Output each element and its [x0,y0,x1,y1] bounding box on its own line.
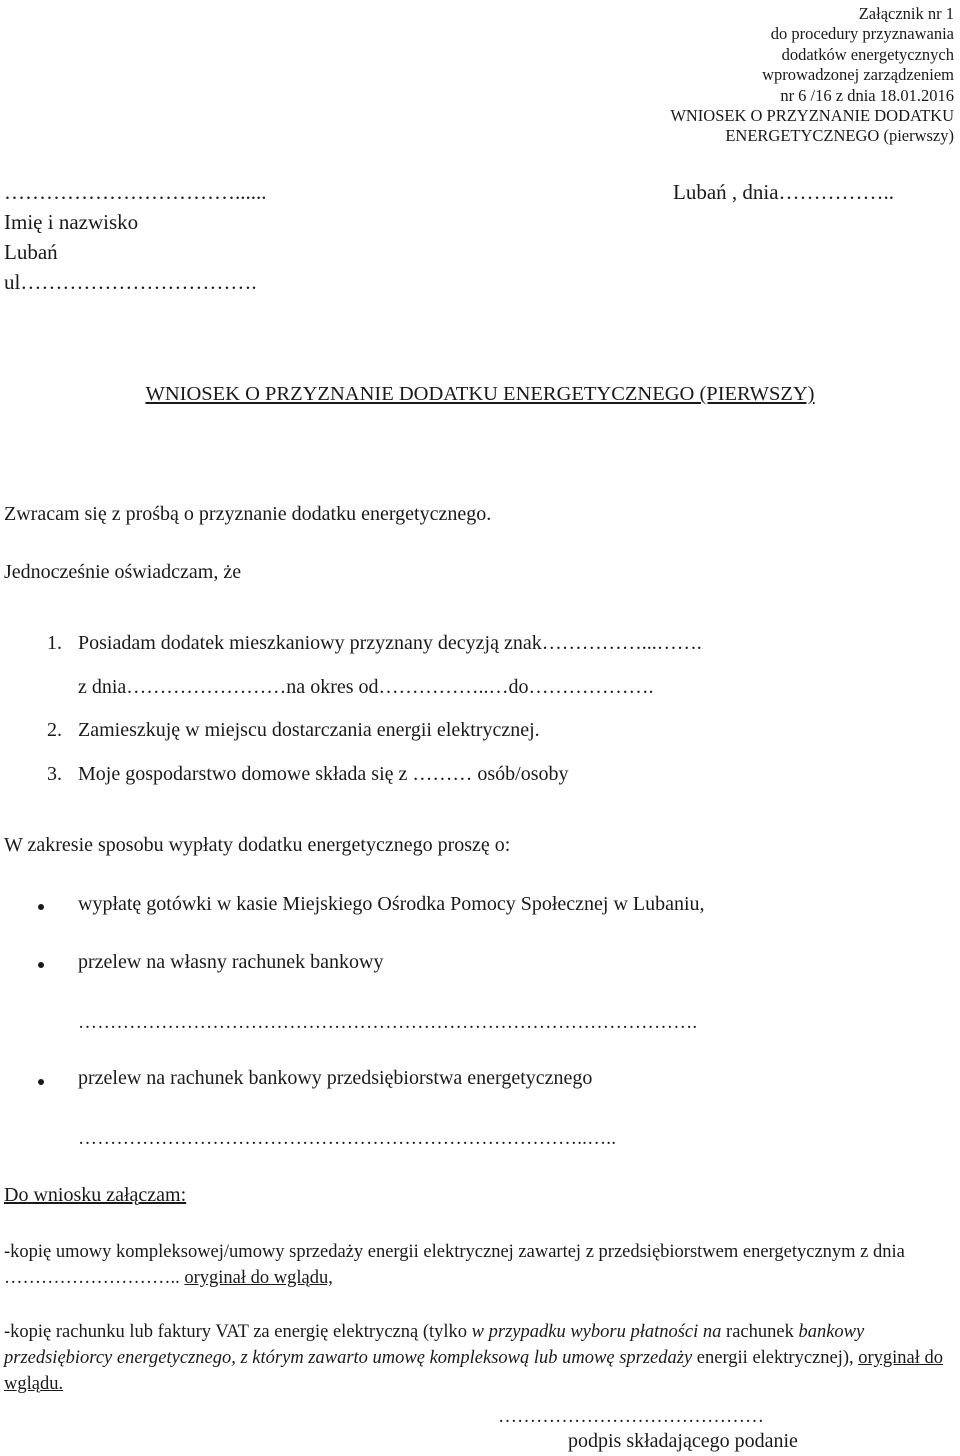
item-number: 2. [47,719,62,741]
annex-line: Załącznik nr 1 [858,4,954,23]
payment-heading: W zakresie sposobu wypłaty dodatku energetycznego proszę o: [4,834,511,856]
payment-option-energy-company: przelew na rachunek bankowy przedsiębiorstwa energetycznego [78,1067,593,1089]
attachment-invoice-italic: w przypadku wyboru płatności na [471,1322,722,1342]
own-account-dots: ……………………………………………………………………………………. [78,1012,698,1033]
original-note: oryginał do wglądu, [184,1268,333,1288]
annex-line: ENERGETYCZNEGO (pierwszy) [725,126,954,146]
attachments-heading: Do wniosku załączam: [4,1184,187,1206]
household-statement: Moje gospodarstwo domowe składa się z ……… osób/osoby [78,763,569,785]
residence-statement: Zamieszkuję w miejscu dostarczania energii elektrycznej. [78,719,540,741]
bullet-icon [38,962,44,968]
annex-line: wprowadzonej zarządzeniem [762,65,954,85]
signature-label: podpis składającego podanie [568,1430,798,1452]
annex-line: dodatków energetycznych [781,44,954,64]
applicant-street: ul……………………………. [4,270,257,294]
payment-option-cash: wypłatę gotówki w kasie Miejskiego Ośrodka Pomocy Społecznej w Lubaniu, [78,893,705,915]
attachment-invoice [4,1319,954,1397]
attachment-invoice-text: -kopię rachunku lub faktury VAT za energię elektryczną (tylko [4,1322,472,1342]
declaration-intro: Jednocześnie oświadczam, że [4,561,242,583]
housing-allowance-dates: z dnia……………………na okres od……………..…do………………. [78,676,654,698]
bullet-icon [38,1079,44,1085]
signature-dots: …………………………………… [498,1406,764,1427]
applicant-name-dots: ……………………………...... [4,180,267,204]
housing-allowance-statement: Posiadam dodatek mieszkaniowy przyznany decyzją znak……………...……. [78,632,702,654]
original-note: oryginał do wglądu. [4,1348,944,1394]
attachment-contract-text: -kopię umowy kompleksowej/umowy sprzedaży energii elektrycznej zawartej z przedsiębiorstwem energetycznym z dnia ……………………….. [4,1242,905,1288]
energy-company-dots: ……………………………………………………………………..….. [78,1128,617,1149]
request-sentence: Zwracam się z prośbą o przyznanie dodatku energetycznego. [4,503,492,525]
attachment-invoice-text: rachunek [721,1322,799,1342]
attachment-contract [4,1239,954,1291]
applicant-name-label: Imię i nazwisko [4,210,139,234]
annex-line: nr 6 /16 z dnia 18.01.2016 [780,85,954,105]
place-date: Lubań , dnia…………….. [673,180,895,204]
annex-line: WNIOSEK O PRZYZNANIE DODATKU [670,106,954,126]
annex-header [670,4,954,147]
attachment-invoice-text: energii elektrycznej), [692,1348,859,1368]
item-number: 3. [47,763,62,785]
item-number: 1. [47,632,62,654]
payment-option-own-account: przelew na własny rachunek bankowy [78,951,384,973]
bullet-icon [38,904,44,910]
attachment-invoice-italic: bankowy przedsiębiorcy energetycznego, z którym zawarto umowę kompleksową lub umowę sprzedaży [4,1322,865,1368]
applicant-city: Lubań [4,240,58,264]
document-title: WNIOSEK O PRZYZNANIE DODATKU ENERGETYCZNEGO (PIERWSZY) [145,383,815,405]
annex-line: do procedury przyznawania [770,24,954,44]
